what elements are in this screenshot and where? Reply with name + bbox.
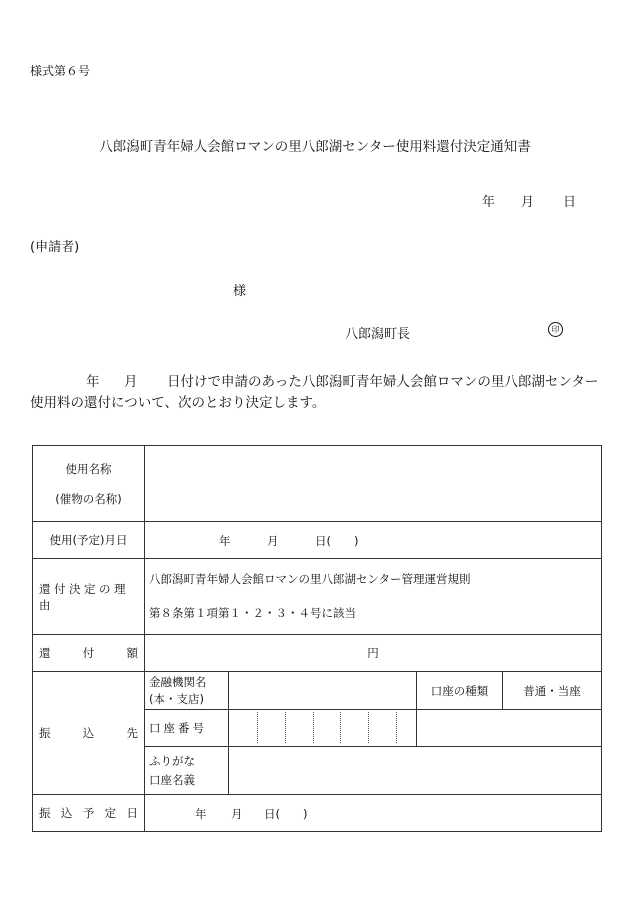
account-number-extra-field [417, 710, 602, 747]
digit-box[interactable] [368, 712, 397, 743]
amount-label-char-2: 付 [82, 646, 95, 660]
transfer-label-char-2: 込 [82, 726, 95, 740]
account-number-label: 口座番号 [145, 710, 229, 747]
account-holder-label-cell [145, 747, 229, 795]
bank-name-label: 金融機関名 [149, 674, 207, 689]
usage-date-month: 月 [267, 534, 279, 548]
issuer-name: 八郎潟町長 [345, 327, 411, 342]
account-holder-label: 口座名義 [149, 772, 195, 787]
amount-label-char-3: 額 [126, 646, 138, 660]
amount-field[interactable] [145, 635, 602, 672]
amount-label-char-1: 還 [39, 646, 51, 660]
body-line1: 日付けで申請のあった八郎潟町青年婦人会館ロマンの里八郎湖センター [167, 374, 599, 390]
transfer-date-label [37, 805, 140, 821]
seal-mark: 印 [548, 322, 563, 337]
honorific: 様 [233, 284, 247, 299]
account-number-field[interactable] [229, 710, 417, 747]
applicant-label: (申請者) [30, 240, 80, 255]
transfer-date-label-char-5: 日 [126, 806, 138, 820]
bank-name-field[interactable] [229, 672, 417, 710]
row-transfer-date [33, 795, 602, 832]
account-type-value[interactable]: 普通・当座 [503, 672, 602, 710]
transfer-label [37, 725, 140, 741]
reason-line-1: 八郎潟町青年婦人会館ロマンの里八郎湖センター管理運営規則 [149, 572, 471, 586]
account-number-digit-boxes [257, 712, 397, 743]
date-day-label: 日 [563, 195, 577, 210]
account-type-label: 口座の種類 [417, 672, 503, 710]
reason-field [145, 559, 602, 635]
date-year-label: 年 [482, 195, 496, 210]
document-title: 八郎潟町青年婦人会館ロマンの里八郎湖センター使用料還付決定通知書 [99, 139, 531, 155]
digit-box[interactable] [285, 712, 313, 743]
transfer-date-day: 日( ) [264, 807, 308, 821]
transfer-label-char-1: 振 [39, 726, 51, 740]
usage-date-field[interactable] [145, 522, 602, 559]
row-usage-date [33, 522, 602, 559]
transfer-date-label-char-1: 振 [39, 806, 51, 820]
transfer-date-label-cell [33, 795, 145, 832]
usage-name-label-cell [33, 446, 145, 522]
transfer-label-cell [33, 672, 145, 795]
bank-branch-label: (本・支店) [149, 691, 204, 706]
usage-date-year: 年 [219, 534, 231, 548]
row-usage-name [33, 446, 602, 522]
transfer-date-label-char-4: 定 [104, 806, 117, 820]
row-reason [33, 559, 602, 635]
furigana-label: ふりがな [149, 753, 195, 768]
event-name-label: (催物の名称) [55, 491, 122, 506]
transfer-date-month: 月 [231, 807, 243, 821]
usage-date-label: 使用(予定)月日 [33, 522, 145, 559]
reason-label [37, 581, 140, 613]
body-line2: 使用料の還付について、次のとおり決定します。 [30, 395, 326, 411]
refund-table [32, 445, 602, 832]
amount-unit: 円 [367, 646, 379, 660]
digit-box[interactable] [257, 712, 285, 743]
row-amount [33, 635, 602, 672]
body-month: 月 [124, 374, 138, 390]
reason-line-2: 第８条第１項第１・２・３・４号に該当 [149, 606, 356, 620]
amount-label-cell [33, 635, 145, 672]
bank-name-label-cell [145, 672, 229, 710]
digit-box[interactable] [340, 712, 368, 743]
transfer-label-char-3: 先 [126, 726, 138, 740]
form-number: 様式第６号 [30, 64, 91, 78]
date-month-label: 月 [521, 195, 535, 210]
usage-date-day: 日( ) [315, 534, 359, 548]
usage-name-field[interactable] [145, 446, 602, 522]
body-year: 年 [86, 374, 100, 390]
transfer-date-label-char-2: 込 [60, 806, 73, 820]
digit-box[interactable] [313, 712, 341, 743]
amount-label [37, 645, 140, 661]
transfer-date-label-char-3: 予 [82, 806, 95, 820]
reason-label-cell [33, 559, 145, 635]
account-holder-field[interactable] [229, 747, 602, 795]
row-bank-name [33, 672, 602, 710]
reason-label-text: 還付決定の理由 [39, 581, 129, 612]
usage-name-label: 使用名称 [65, 461, 112, 476]
transfer-date-field[interactable] [145, 795, 602, 832]
transfer-date-year: 年 [195, 807, 207, 821]
